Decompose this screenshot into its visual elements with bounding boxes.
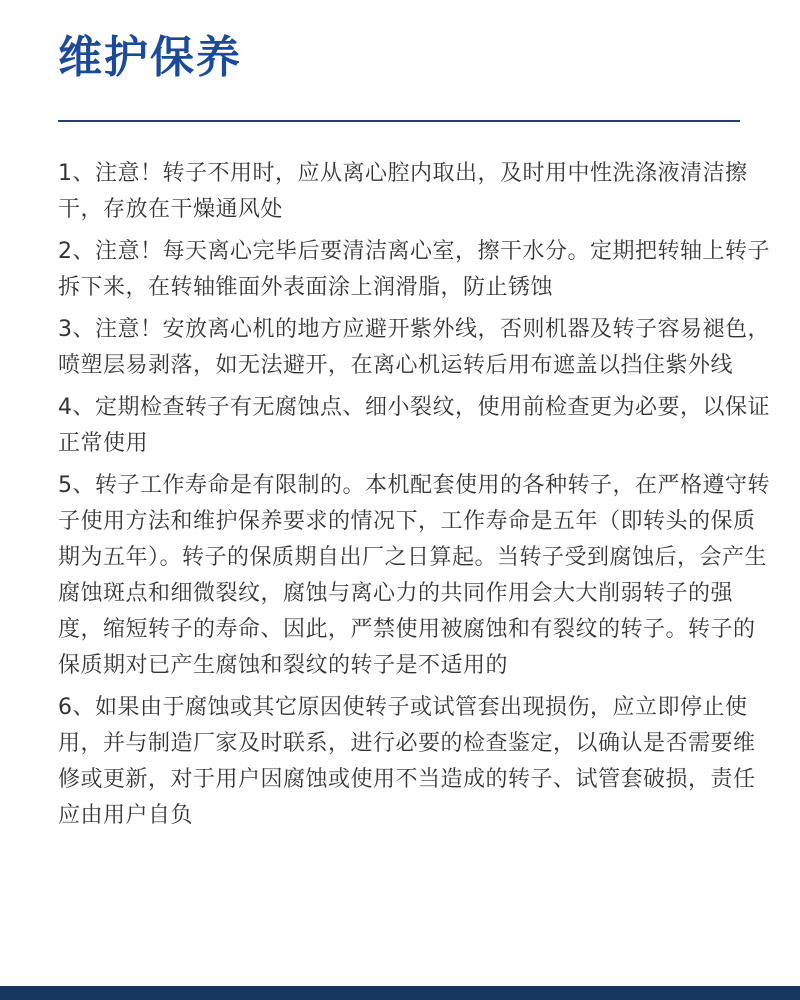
maintenance-item-5: 5、转子工作寿命是有限制的。本机配套使用的各种转子，在严格遵守转子使用方法和维护保养要求的情况下，工作寿命是五年（即转头的保质期为五年）。转子的保质期自出厂之日算起。当转子受到腐蚀后，会产生腐蚀斑点和细微裂纹，腐蚀与离心力的共同作用会大大削弱转子的强度，缩短转子的寿命、因此，严禁使用被腐蚀和有裂纹的转子。转子的保质期对已产生腐蚀和裂纹的转子是不适用的 bbox=[58, 473, 770, 678]
maintenance-item-3: 3、注意！安放离心机的地方应避开紫外线，否则机器及转子容易褪色，喷塑层易剥落，如无法避开，在离心机运转后用布遮盖以挡住紫外线 bbox=[58, 317, 770, 378]
maintenance-item-4: 4、定期检查转子有无腐蚀点、细小裂纹，使用前检查更为必要，以保证正常使用 bbox=[58, 395, 770, 456]
page-title: 维护保养 bbox=[58, 32, 242, 83]
maintenance-item-6: 6、如果由于腐蚀或其它原因使转子或试管套出现损伤，应立即停止使用，并与制造厂家及时联系，进行必要的检查鉴定，以确认是否需要维修或更新，对于用户因腐蚀或使用不当造成的转子、试管套破损，责任应由用户自负 bbox=[58, 695, 756, 828]
maintenance-item-1: 1、注意！转子不用时，应从离心腔内取出，及时用中性洗涤液清洁擦干，存放在干燥通风处 bbox=[58, 161, 748, 222]
maintenance-list bbox=[58, 156, 770, 840]
footer-bar bbox=[0, 986, 800, 1000]
maintenance-item-2: 2、注意！每天离心完毕后要清洁离心室，擦干水分。定期把转轴上转子拆下来，在转轴锥面外表面涂上润滑脂，防止锈蚀 bbox=[58, 239, 770, 300]
title-divider bbox=[58, 120, 740, 122]
